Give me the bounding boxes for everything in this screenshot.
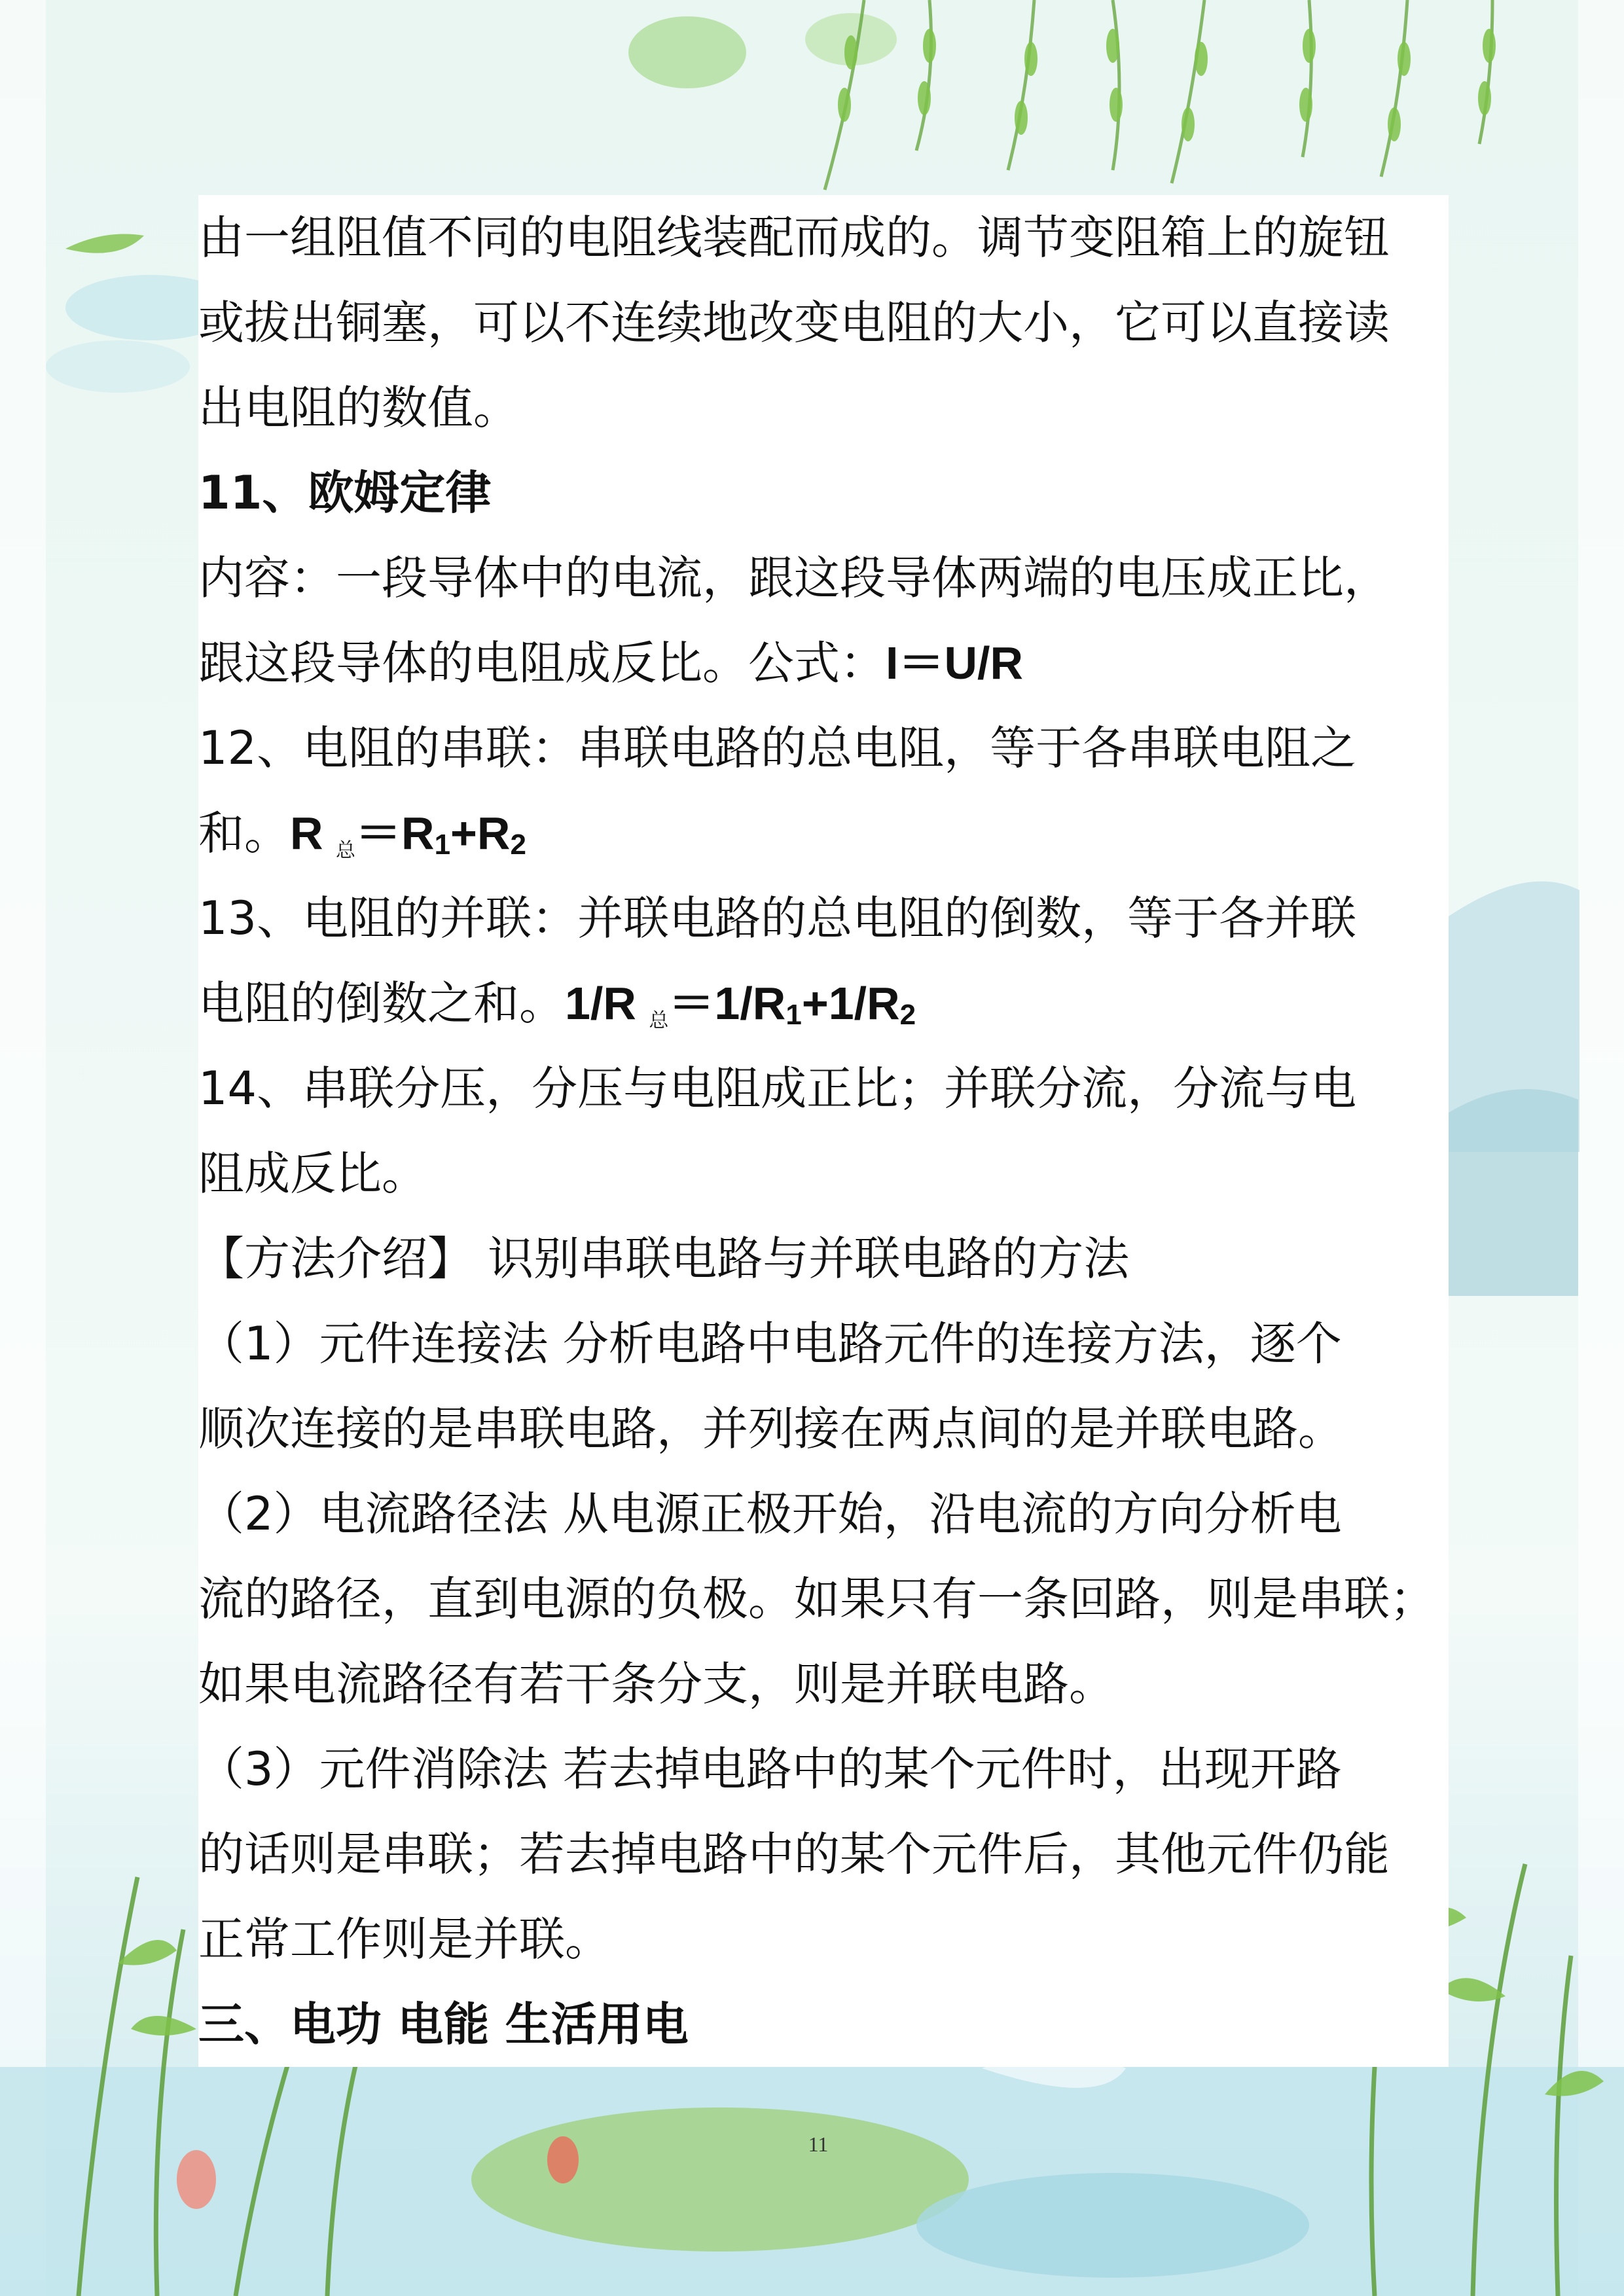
paragraph-line: 正常工作则是并联。 [198,1912,611,1966]
formula-subscript: 1 [434,829,451,861]
paragraph-line: 内容：一段导体中的电流，跟这段导体两端的电压成正比， [198,551,1390,605]
paragraph-line: 12、电阻的串联：串联电路的总电阻，等于各串联电阻之 [198,721,1357,775]
paragraph-line: 出电阻的数值。 [198,381,519,435]
document-body [198,195,1449,2067]
formula-part: R [290,808,336,859]
paragraph-text: 跟这段导体的电阻成反比。公式： [198,636,886,690]
paragraph-line: 流的路径，直到电源的负极。如果只有一条回路，则是串联； [198,1572,1435,1626]
ohms-law-formula: I＝U/R [886,637,1023,689]
formula-subscript: 总 [649,1010,669,1031]
parallel-resistance-formula [565,978,916,1029]
formula-part: ＝1/R [668,978,786,1029]
paragraph-line [198,961,1449,1046]
paragraph-line: 14、串联分压，分压与电阻成正比；并联分流，分流与电 [198,1062,1357,1115]
paragraph-text: 电阻的倒数之和。 [198,977,565,1030]
series-resistance-formula [290,808,526,859]
chapter-heading: 三、电功 电能 生活用电 [198,1998,689,2051]
paragraph-text: 和。 [198,806,290,860]
paragraph-line: 如果电流路径有若干条分支，则是并联电路。 [198,1657,1115,1711]
paragraph-line [198,620,1449,706]
formula-subscript: 2 [899,999,916,1031]
paragraph-line: 13、电阻的并联：并联电路的总电阻的倒数，等于各并联 [198,891,1357,945]
page-number: 11 [808,2132,829,2156]
method-intro-heading: 【方法介绍】 识别串联电路与并联电路的方法 [198,1232,1130,1285]
formula-part: +R [450,808,511,859]
section-heading-ohms-law: 11、欧姆定律 [198,466,492,520]
paragraph-line: 阻成反比。 [198,1147,427,1200]
paragraph-line: 由一组阻值不同的电阻线装配而成的。调节变阻箱上的旋钮 [198,211,1390,264]
paragraph-line [198,791,1449,876]
formula-part: 1/R [565,978,649,1029]
formula-subscript: 1 [785,999,802,1031]
formula-subscript: 总 [336,840,355,861]
paragraph-line: 或拔出铜塞，可以不连续地改变电阻的大小，它可以直接读 [198,296,1390,350]
paragraph-line: （2）电流路径法 从电源正极开始，沿电流的方向分析电 [198,1487,1342,1541]
paragraph-line: （3）元件消除法 若去掉电路中的某个元件时，出现开路 [198,1742,1342,1796]
formula-part: ＝R [355,808,435,859]
paragraph-line: （1）元件连接法 分析电路中电路元件的连接方法，逐个 [198,1317,1342,1371]
formula-subscript: 2 [510,829,526,861]
paragraph-line: 的话则是串联；若去掉电路中的某个元件后，其他元件仍能 [198,1827,1390,1881]
formula-part: +1/R [801,978,900,1029]
paragraph-line: 顺次连接的是串联电路，并列接在两点间的是并联电路。 [198,1402,1344,1456]
